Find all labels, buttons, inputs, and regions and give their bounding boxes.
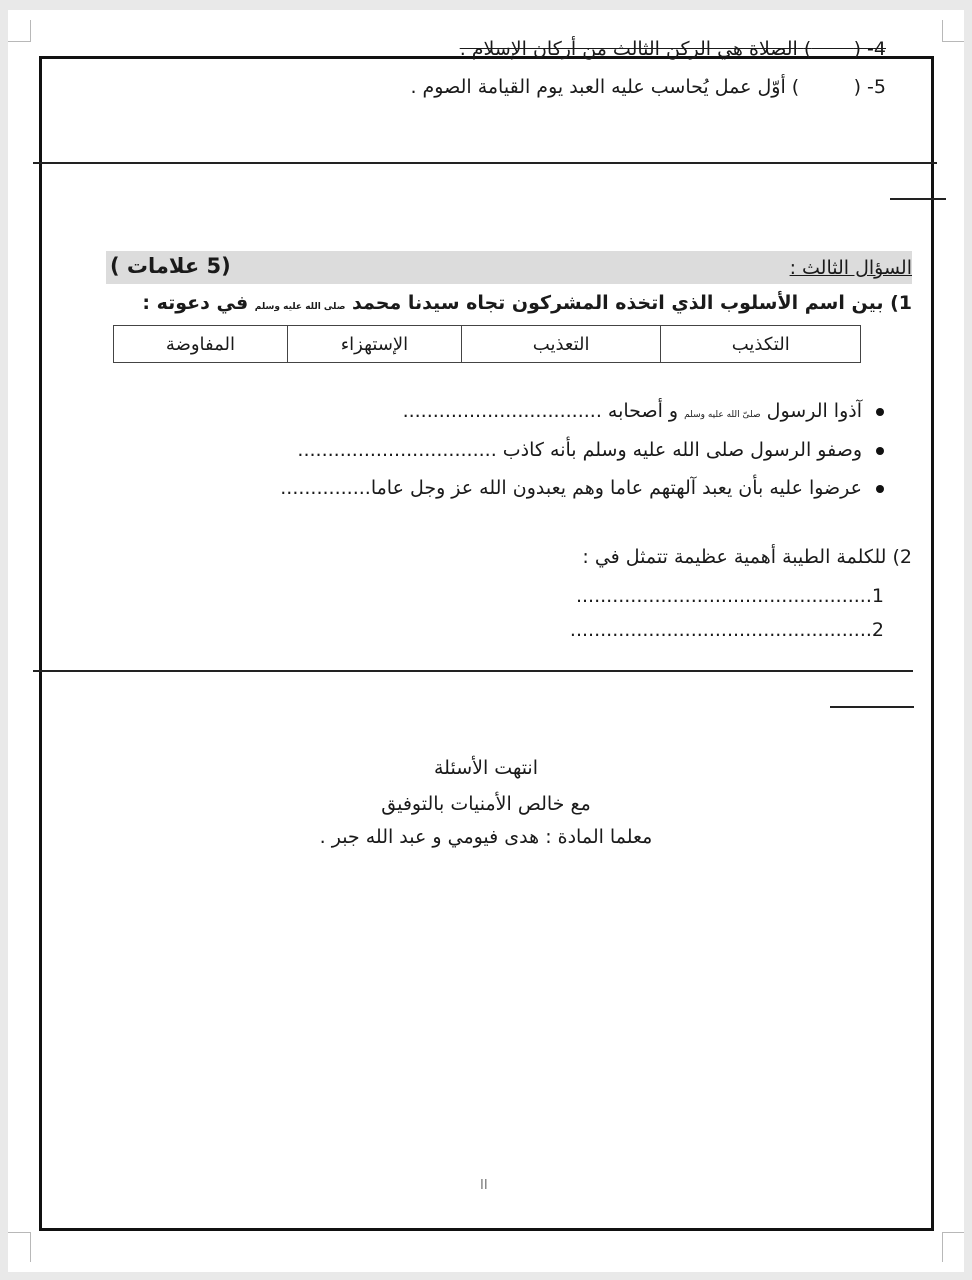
option-cell: التكذيب [661,326,861,363]
answer-line-1[interactable]: 1................................................. [575,585,884,607]
answer-blank[interactable]: ................................. [297,439,497,461]
answer-blank[interactable]: ............... [280,477,371,499]
bullet-item: آذوا الرسول صلىّ الله عليه وسلم و أصحابه ................................. [403,400,884,422]
question-title: السؤال الثالث : [789,257,912,279]
closing-line-3: معلما المادة : هدى فيومي و عبد الله جبر . [319,826,653,848]
bullet-dot [876,485,884,493]
page-number: II [480,1178,488,1193]
closing-line-2: مع خالص الأمنيات بالتوفيق [381,793,591,815]
section-divider [33,162,937,164]
closing-line-1: انتهت الأسئلة [434,757,538,779]
answer-blank[interactable]: ................................. [402,400,602,422]
answer-line-2[interactable]: 2.................................................. [569,619,884,641]
option-cell: التعذيب [461,326,661,363]
part1-prompt: 1) بين اسم الأسلوب الذي اتخذه المشركون تجاه سيدنا محمد صلى الله عليه وسلم في دعوته : [142,292,912,314]
item-5: 5- ( ) أوّل عمل يُحاسب عليه العبد يوم القيامة الصوم . [410,76,886,98]
bullet-dot [876,447,884,455]
part2-prompt: 2) للكلمة الطيبة أهمية عظيمة تتمثل في : [582,546,912,568]
section-divider [33,670,913,672]
question-marks: (5 علامات ) [110,254,231,278]
option-cell: المفاوضة [114,326,288,363]
bullet-item: وصفو الرسول صلى الله عليه وسلم بأنه كاذب ................................. [297,439,884,461]
bullet-dot [876,408,884,416]
item-4: 4- ( ) الصلاة هي الركن الثالث من أركان الإسلام . [459,38,886,60]
option-cell: الإستهزاء [287,326,461,363]
short-rule [890,198,946,200]
options-table [113,325,861,363]
bullet-item: عرضوا عليه بأن يعبد آلهتهم عاما وهم يعبدون الله عز وجل عاما............... [280,477,884,499]
short-rule [830,706,914,708]
page-border-frame [39,56,934,1231]
